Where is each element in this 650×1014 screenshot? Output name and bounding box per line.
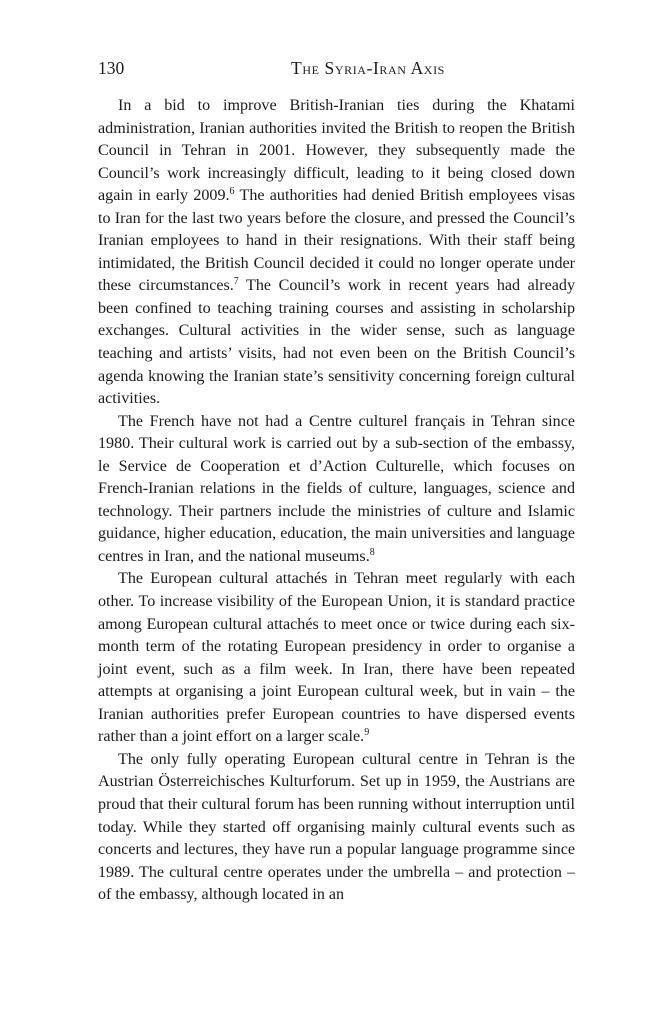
running-title: The Syria-Iran Axis: [291, 58, 445, 78]
paragraph-text: The Council’s work in recent years had already been confined to teaching training courses and assisting in scholarship exchanges. Cultural activities in the wider sense, such as language teaching and artists’ visits, had not even been on the British Council’s agenda knowing the Iranian state’s sensitivity concerning foreign cultural activities.: [98, 277, 575, 408]
paragraph-text: The authorities had denied British employees visas to Iran for the last two years before the closure, and pressed the Council’s Iranian employees to hand in their resignations. With their staff being intimidated, the British Council decided it could no longer operate under these circumstances.: [98, 187, 575, 295]
paragraph: [98, 568, 575, 748]
running-head: [98, 58, 578, 84]
page-number: 130: [98, 58, 125, 78]
paragraph-text: The French have not had a Centre culturel français in Tehran since 1980. Their cultural work is carried out by a sub-section of the embassy, le Service de Cooperation et d’Action Culturelle, which focuses on French-Iranian relations in the fields of culture, languages, science and technology. Their partners include the ministries of culture and Islamic guidance, higher education, education, the main universities and language centres in Iran, and the national museums.: [98, 412, 575, 565]
footnote-marker[interactable]: 8: [369, 546, 375, 558]
footnote-marker[interactable]: 9: [364, 727, 370, 739]
paragraph-text: The European cultural attachés in Tehran meet regularly with each other. To increase visibility of the European Union, it is standard practice among European cultural attachés to meet once or twice during each six-month term of the rotating European presidency in order to organise a joint event, such as a film week. In Iran, there have been repeated attempts at organising a joint European cultural week, but in vain – the Iranian authorities prefer European countries to have dispersed events rather than a joint effort on a larger scale.: [98, 570, 575, 746]
paragraph: [98, 95, 575, 411]
footnote-marker[interactable]: 7: [233, 276, 239, 288]
paragraph: [98, 411, 575, 569]
body-text: [98, 95, 575, 907]
paragraph: [98, 749, 575, 907]
footnote-marker[interactable]: 6: [229, 186, 235, 198]
paragraph-text: The only fully operating European cultural centre in Tehran is the Austrian Österreichisches Kulturforum. Set up in 1959, the Austrians are proud that their cultural forum has been running without interruption until today. While they started off organising mainly cultural events such as concerts and lectures, they have run a popular language programme since 1989. The cultural centre operates under the umbrella – and protection – of the embassy, although located in an: [98, 750, 575, 904]
paragraph-text: In a bid to improve British-Iranian ties during the Khatami administration, Iranian authorities invited the British to reopen the British Council in Tehran in 2001. However, they subsequently made the Council’s work increasingly difficult, leading to it being closed down again in early 2009.: [98, 97, 575, 205]
